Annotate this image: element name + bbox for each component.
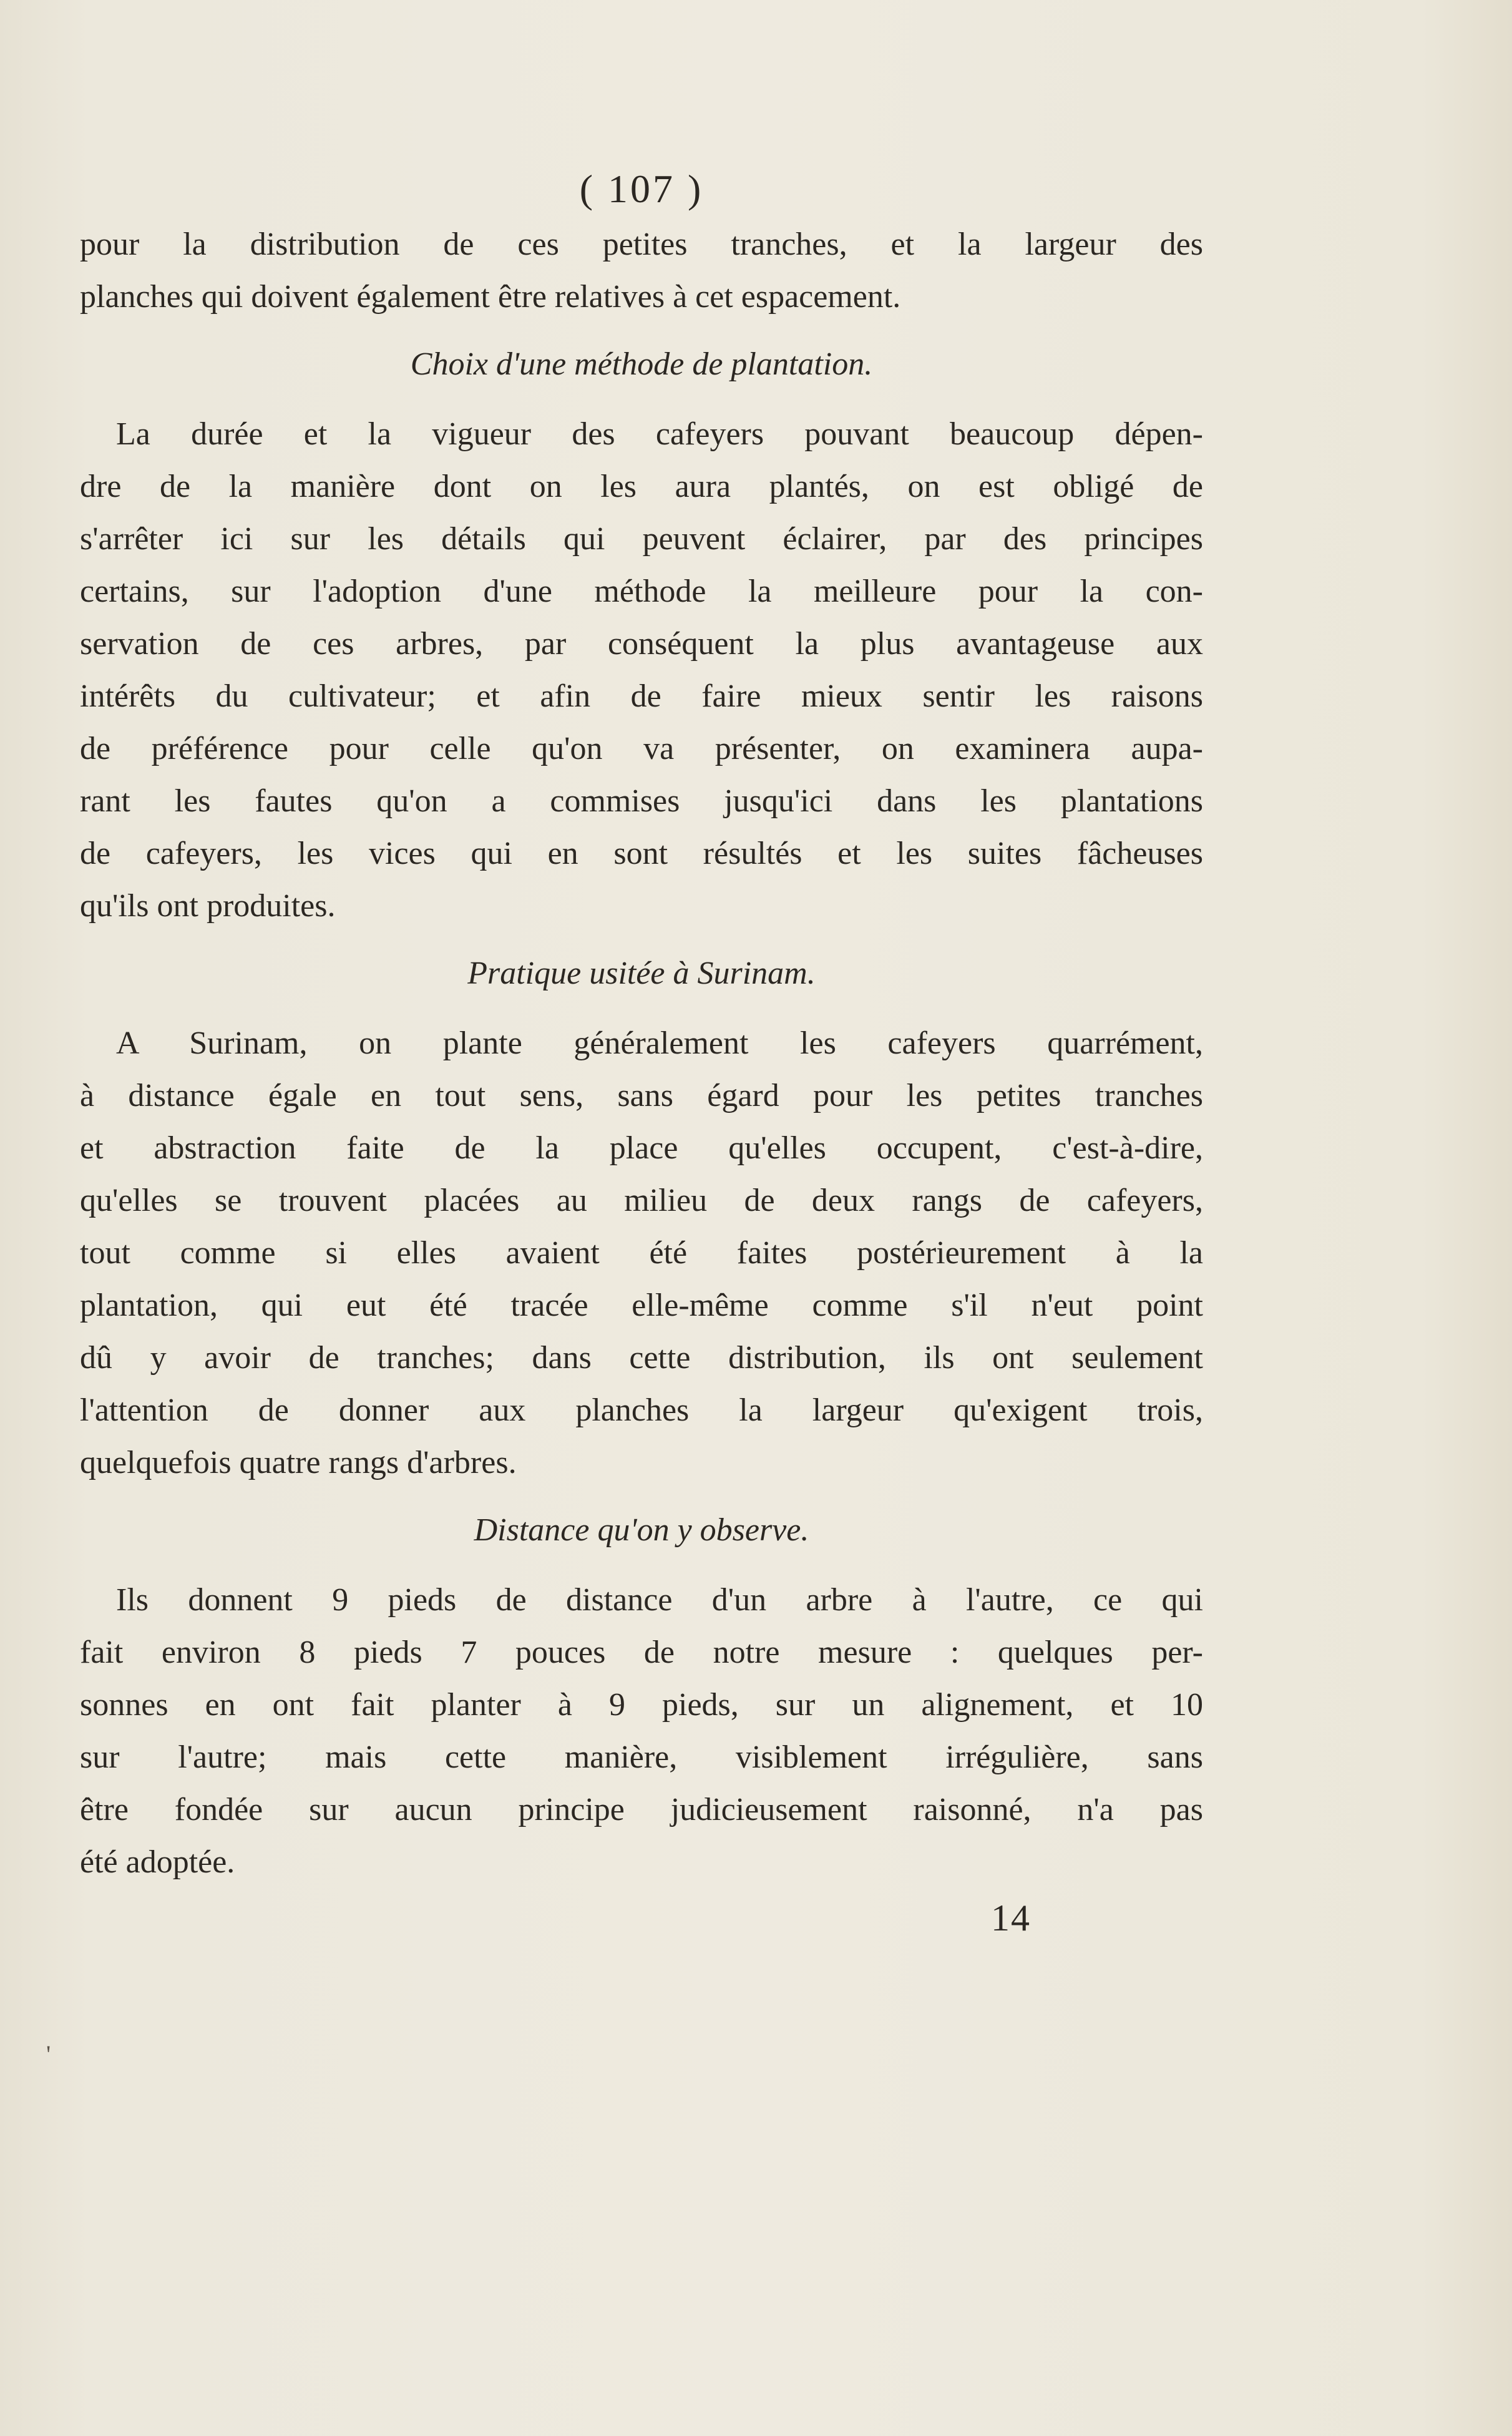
text-line: l'attention de donner aux planches la largeur qu'exigent trois, [80,1392,1203,1428]
text-line: planches qui doivent également être relatives à cet espacement. [80,279,901,315]
text-line: de préférence pour celle qu'on va présenter, on examinera aupa- [80,731,1203,766]
text-line: tout comme si elles avaient été faites postérieurement à la [80,1235,1203,1271]
text-line: été adoptée. [80,1844,235,1880]
text-line: s'arrêter ici sur les détails qui peuvent éclairer, par des principes [80,521,1203,557]
body-text [80,218,1203,1889]
text-line: intérêts du cultivateur; et afin de faire mieux sentir les raisons [80,678,1203,714]
text-line: sur l'autre; mais cette manière, visiblement irrégulière, sans [80,1739,1203,1775]
paragraph [80,1574,1203,1889]
text-line: rant les fautes qu'on a commises jusqu'ici dans les plantations [80,783,1203,819]
paragraph [80,408,1203,932]
text-line: La durée et la vigueur des cafeyers pouvant beaucoup dépen- [116,416,1203,452]
text-line: qu'elles se trouvent placées au milieu de deux rangs de cafeyers, [80,1183,1203,1218]
section-heading: Distance qu'on y observe. [474,1512,809,1548]
text-line: qu'ils ont produites. [80,888,336,924]
text-line: plantation, qui eut été tracée elle-même comme s'il n'eut point [80,1288,1203,1323]
margin-mark: ' [46,2040,51,2068]
text-line: et abstraction faite de la place qu'elles occupent, c'est-à-dire, [80,1130,1203,1166]
text-block [80,167,1203,1889]
text-line: sonnes en ont fait planter à 9 pieds, sur un alignement, et 10 [80,1687,1203,1723]
text-line: être fondée sur aucun principe judicieusement raisonné, n'a pas [80,1792,1203,1827]
text-line: dû y avoir de tranches; dans cette distribution, ils ont seulement [80,1340,1203,1376]
page-number: ( 107 ) [579,167,704,211]
text-line: A Surinam, on plante généralement les cafeyers quarrément, [116,1025,1203,1061]
paragraph [80,1017,1203,1489]
text-line: pour la distribution de ces petites tranches, et la largeur des [80,227,1203,262]
text-line: de cafeyers, les vices qui en sont résultés et les suites fâcheuses [80,836,1203,871]
section-heading: Choix d'une méthode de plantation. [410,346,873,382]
text-line: quelquefois quatre rangs d'arbres. [80,1445,517,1480]
text-line: dre de la manière dont on les aura plantés, on est obligé de [80,469,1203,504]
text-line: à distance égale en tout sens, sans égard pour les petites tranches [80,1078,1203,1113]
signature-mark: 14 [991,1897,1031,1939]
section-heading: Pratique usitée à Surinam. [467,956,816,991]
paragraph [80,218,1203,323]
text-line: fait environ 8 pieds 7 pouces de notre mesure : quelques per- [80,1635,1203,1670]
text-line: certains, sur l'adoption d'une méthode la meilleure pour la con- [80,574,1203,609]
text-line: servation de ces arbres, par conséquent la plus avantageuse aux [80,626,1203,662]
text-line: Ils donnent 9 pieds de distance d'un arbre à l'autre, ce qui [116,1582,1203,1618]
